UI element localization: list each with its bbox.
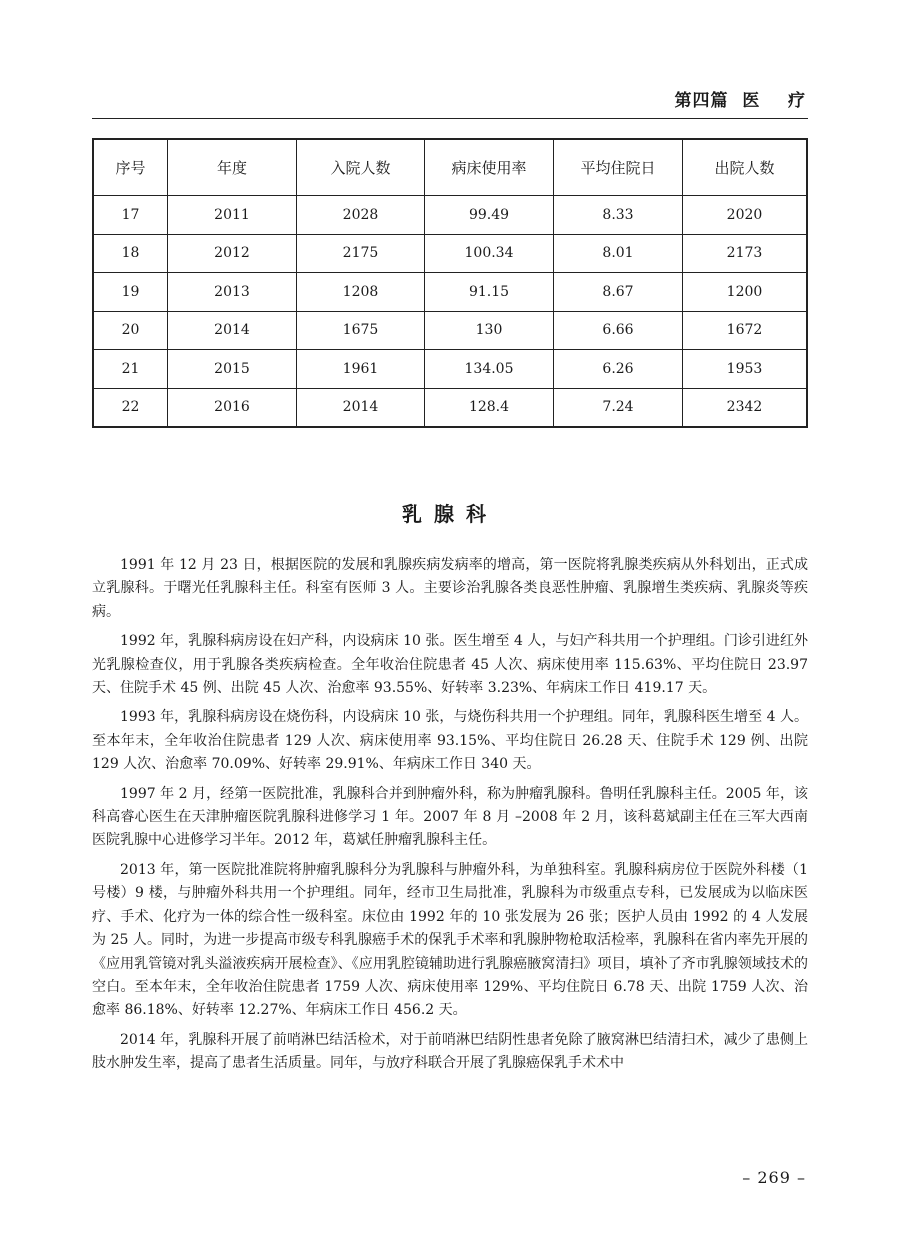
table-cell: 100.34	[425, 234, 554, 273]
paragraph: 2013 年，第一医院批准院将肿瘤乳腺科分为乳腺科与肿瘤外科，为单独科室。乳腺科病房位于医院外科楼（1 号楼）9 楼，与肿瘤外科共用一个护理组。同年，经市卫生局批准，乳腺科为市级重点专科，已发展成为以临床医疗、手术、化疗为一体的综合性一级科室。床位由 1992 年的 10 张发展为 26 张；医护人员由 1992 的 4 人发展为 25 人。同时，为进一步提高市级专科乳腺癌手术的保乳手术率和乳腺肿物枪取活检率，乳腺科在省内率先开展的《应用乳管镜对乳头溢液疾病开展检查》、《应用乳腔镜辅助进行乳腺癌腋窝清扫》项目，填补了齐市乳腺领域技术的空白。至本年末，全年收治住院患者 1759 人次、病床使用率 129%、平均住院日 6.78 天、出院 1759 人次、治愈率 86.18%、好转率 12.27%、年病床工作日 456.2 天。	[92, 861, 808, 1019]
table-cell: 8.33	[554, 196, 683, 235]
column-header: 平均住院日	[554, 139, 683, 196]
table-cell: 99.49	[425, 196, 554, 235]
table-row	[93, 273, 807, 312]
table-cell: 2173	[683, 234, 808, 273]
table-cell: 2011	[168, 196, 297, 235]
table-cell: 1953	[683, 350, 808, 389]
table-cell: 20	[93, 311, 168, 350]
header-rule	[92, 118, 808, 119]
table-cell: 2020	[683, 196, 808, 235]
table-row	[93, 196, 807, 235]
table-cell: 2016	[168, 388, 297, 427]
table-cell: 18	[93, 234, 168, 273]
table-cell: 1208	[297, 273, 425, 312]
table-header-row	[93, 139, 807, 196]
running-head: 第四篇 医 疗	[674, 91, 806, 111]
table-row	[93, 234, 807, 273]
table-cell: 6.26	[554, 350, 683, 389]
column-header: 病床使用率	[425, 139, 554, 196]
paragraph: 2014 年，乳腺科开展了前哨淋巴结活检术，对于前哨淋巴结阴性患者免除了腋窝淋巴结清扫术，减少了患侧上肢水肿发生率，提高了患者生活质量。同年，与放疗科联合开展了乳腺癌保乳手术术中	[92, 1031, 808, 1072]
table-cell: 2014	[297, 388, 425, 427]
table-cell: 8.67	[554, 273, 683, 312]
table-cell: 22	[93, 388, 168, 427]
table-row	[93, 311, 807, 350]
column-header: 出院人数	[683, 139, 808, 196]
table-cell: 1961	[297, 350, 425, 389]
table-cell: 2013	[168, 273, 297, 312]
table-cell: 6.66	[554, 311, 683, 350]
paragraph: 1991 年 12 月 23 日，根据医院的发展和乳腺疾病发病率的增高，第一医院将乳腺类疾病从外科划出，正式成立乳腺科。于曙光任乳腺科主任。科室有医师 3 人。主要诊治乳腺各类良恶性肿瘤、乳腺增生类疾病、乳腺炎等疾病。	[92, 557, 808, 620]
page-number: – 269 –	[742, 1168, 806, 1187]
table-cell: 128.4	[425, 388, 554, 427]
table-cell: 91.15	[425, 273, 554, 312]
table-cell: 2342	[683, 388, 808, 427]
column-header: 序号	[93, 139, 168, 196]
column-header: 年度	[168, 139, 297, 196]
table-cell: 17	[93, 196, 168, 235]
table-cell: 2175	[297, 234, 425, 273]
table-cell: 1675	[297, 311, 425, 350]
table-cell: 2012	[168, 234, 297, 273]
table-cell: 21	[93, 350, 168, 389]
table-cell: 7.24	[554, 388, 683, 427]
statistics-table	[92, 138, 808, 428]
paragraph: 1992 年，乳腺科病房设在妇产科，内设病床 10 张。医生增至 4 人，与妇产科共用一个护理组。门诊引进红外光乳腺检查仪，用于乳腺各类疾病检查。全年收治住院患者 45 人次、病床使用率 115.63%、平均住院日 23.97 天、住院手术 45 例、出院 45 人次、治愈率 93.55%、好转率 3.23%、年病床工作日 419.17 天。	[92, 633, 808, 697]
table-cell: 8.01	[554, 234, 683, 273]
table-cell: 2028	[297, 196, 425, 235]
table-cell: 1672	[683, 311, 808, 350]
body-text	[92, 554, 808, 1082]
table-cell: 2014	[168, 311, 297, 350]
table-row	[93, 388, 807, 427]
table-cell: 134.05	[425, 350, 554, 389]
table-cell: 1200	[683, 273, 808, 312]
paragraph: 1993 年，乳腺科病房设在烧伤科，内设病床 10 张，与烧伤科共用一个护理组。同年，乳腺科医生增至 4 人。至本年末，全年收治住院患者 129 人次、病床使用率 93.15%、平均住院日 26.28 天、住院手术 129 例、出院 129 人次、治愈率 70.09%、好转率 29.91%、年病床工作日 340 天。	[92, 709, 808, 773]
paragraph: 1997 年 2 月，经第一医院批准，乳腺科合并到肿瘤外科，称为肿瘤乳腺科。鲁明任乳腺科主任。2005 年，该科高睿心医生在天津肿瘤医院乳腺科进修学习 1 年。2007 年 8 月 –2008 年 2 月，该科葛斌副主任在三军大西南医院乳腺中心进修学习半年。2012 年，葛斌任肿瘤乳腺科主任。	[92, 785, 808, 849]
table-cell: 130	[425, 311, 554, 350]
section-title: 乳腺科	[402, 502, 498, 526]
table-cell: 19	[93, 273, 168, 312]
table-cell: 2015	[168, 350, 297, 389]
column-header: 入院人数	[297, 139, 425, 196]
table-row	[93, 350, 807, 389]
